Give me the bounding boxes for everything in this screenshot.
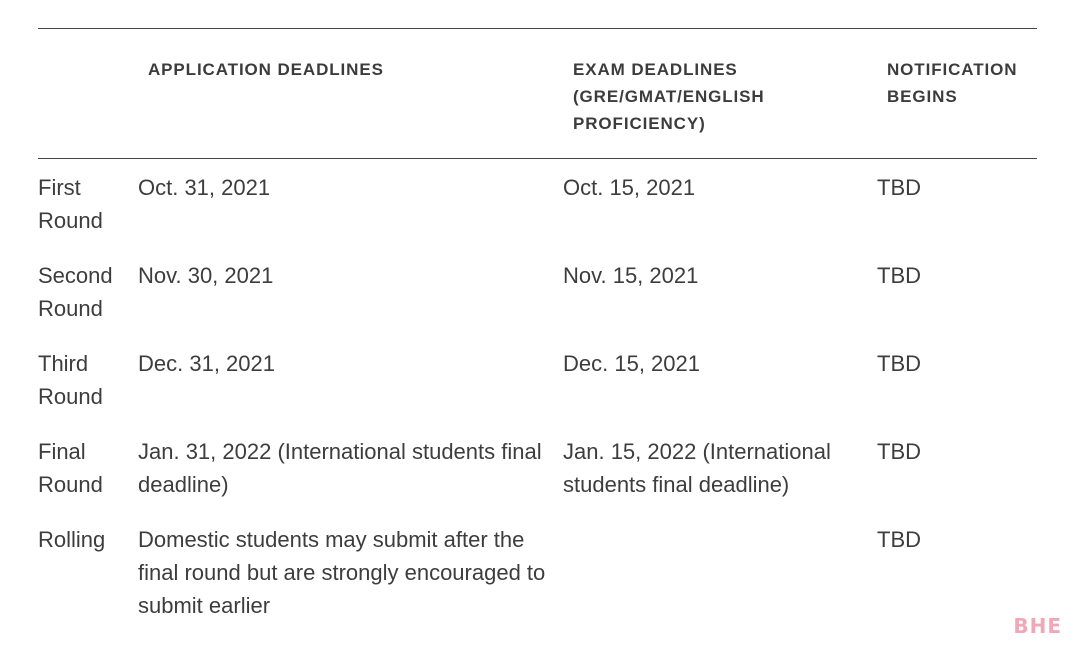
exam-deadline-cell: Jan. 15, 2022 (International students final deadline) [563,439,831,497]
notification-cell: TBD [877,439,921,464]
notification-cell: TBD [877,351,921,376]
watermark-logo: BHE [1013,614,1062,638]
table-row [38,159,1037,247]
round-cell: Third Round [38,351,103,409]
notification-cell: TBD [877,527,921,552]
header-notification-begins: NOTIFICATION BEGINS [887,60,1018,106]
application-deadline-cell: Domestic students may submit after the final round but are strongly encouraged to submit earlier [138,527,546,618]
exam-deadline-cell: Oct. 15, 2021 [563,175,696,200]
application-deadline-cell: Nov. 30, 2021 [138,263,274,288]
application-deadline-cell: Jan. 31, 2022 (International students final deadline) [138,439,542,497]
table-header [38,29,1037,158]
exam-deadline-cell: Dec. 15, 2021 [563,351,700,376]
exam-deadline-cell: Nov. 15, 2021 [563,263,699,288]
header-application-deadlines: APPLICATION DEADLINES [148,60,384,79]
table-row [38,335,1037,423]
table-row [38,247,1037,335]
table-row [38,511,1037,621]
table-body [38,159,1037,621]
notification-cell: TBD [877,175,921,200]
header-exam-deadlines: EXAM DEADLINES (GRE/GMAT/ENGLISH PROFICIENCY) [573,60,765,133]
round-cell: Rolling [38,527,106,552]
round-cell: Second Round [38,263,113,321]
round-cell: Final Round [38,439,103,497]
table-row [38,423,1037,511]
application-deadline-cell: Oct. 31, 2021 [138,175,271,200]
application-deadline-cell: Dec. 31, 2021 [138,351,275,376]
notification-cell: TBD [877,263,921,288]
round-cell: First Round [38,175,103,233]
deadlines-table [38,28,1037,621]
